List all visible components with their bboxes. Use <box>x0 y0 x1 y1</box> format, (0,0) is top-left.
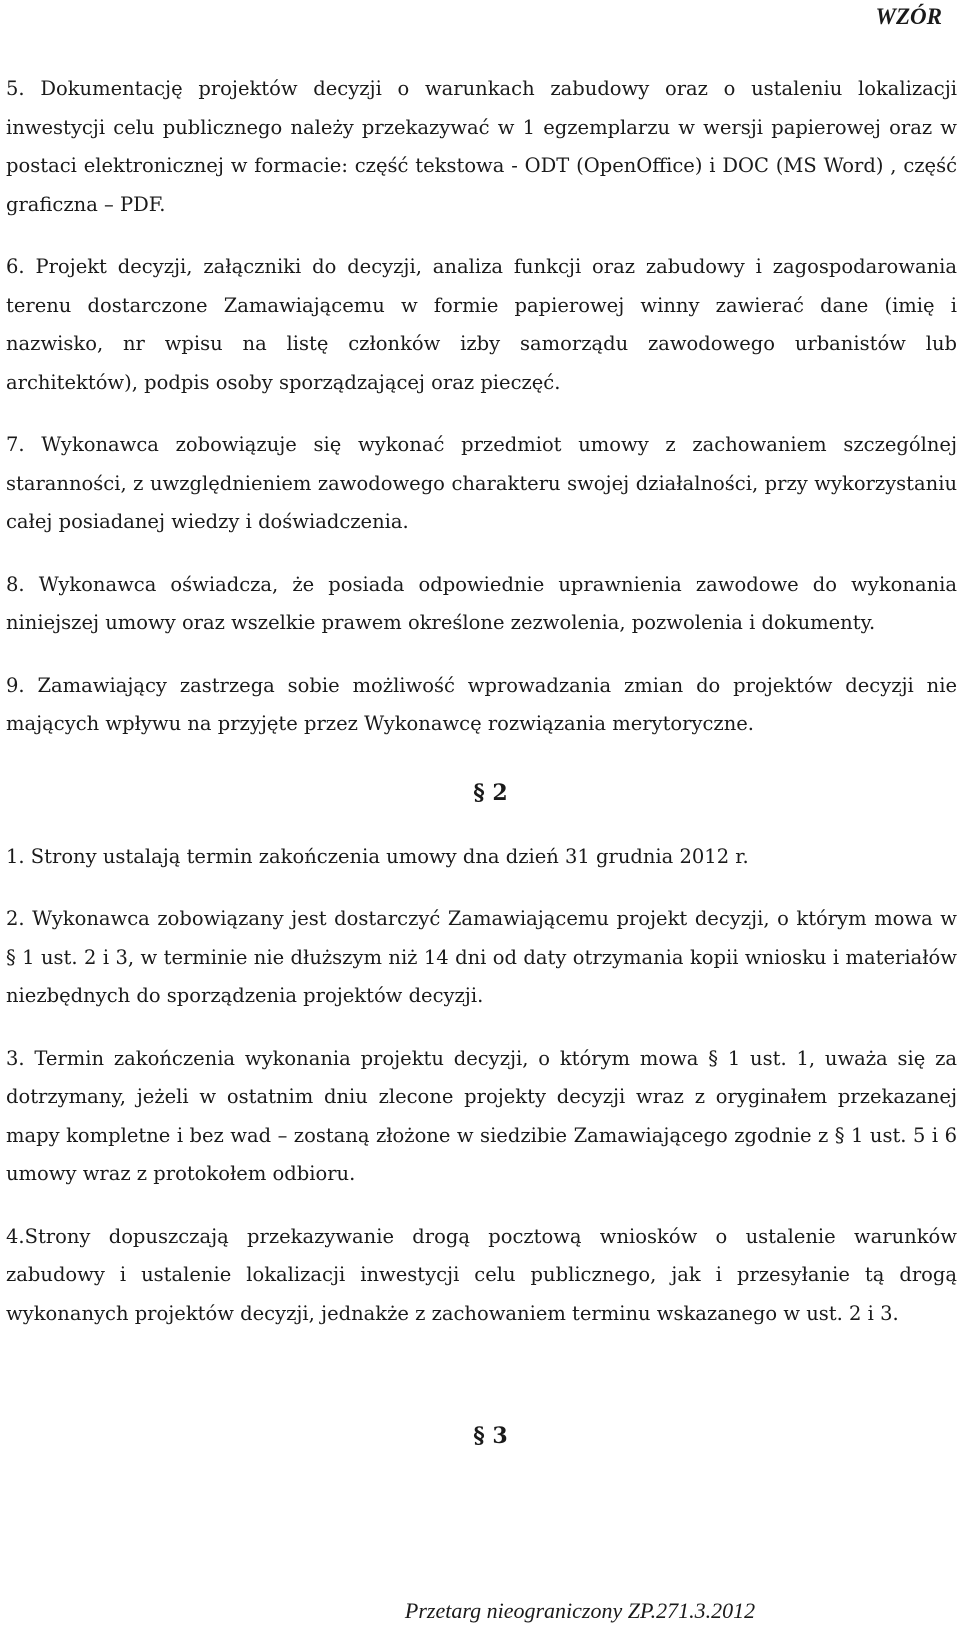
section-heading-2: § 2 <box>473 779 508 806</box>
section-2-paragraph-3: 3. Termin zakończenia wykonania projektu decyzji, o którym mowa § 1 ust. 1, uważa się za dotrzymany, jeżeli w ostatnim dniu zlecone projekty decyzji wraz z oryginałem przekazanej mapy kompletne i bez wad – zostaną złożone w siedzibie Zamawiającego zgodnie z § 1 ust. 5 i 6 umowy wraz z protokołem odbioru. <box>6 1046 957 1185</box>
paragraph-9: 9. Zamawiający zastrzega sobie możliwość wprowadzania zmian do projektów decyzji nie mających wpływu na przyjęte przez Wykonawcę rozwiązania merytoryczne. <box>6 673 957 735</box>
section-2-paragraph-2: 2. Wykonawca zobowiązany jest dostarczyć Zamawiającemu projekt decyzji, o którym mowa w § 1 ust. 2 i 3, w terminie nie dłuższym niż 14 dni od daty otrzymania kopii wniosku i materiałów niezbędnych do sporządzenia projektów decyzji. <box>6 907 957 1007</box>
paragraph-7: 7. Wykonawca zobowiązuje się wykonać przedmiot umowy z zachowaniem szczególnej staranności, z uwzględnieniem zawodowego charakteru swojej działalności, przy wykorzystaniu całej posiadanej wiedzy i doświadczenia. <box>6 433 957 533</box>
document-body <box>6 70 957 1477</box>
paragraph-5: 5. Dokumentację projektów decyzji o warunkach zabudowy oraz o ustaleniu lokalizacji inwestycji celu publicznego należy przekazywać w 1 egzemplarzu w wersji papierowej oraz w postaci elektronicznej w formacie: część tekstowa - ODT (OpenOffice) i DOC (MS Word) , część graficzna – PDF. <box>6 77 957 216</box>
page-footer: Przetarg nieograniczony ZP.271.3.2012 <box>404 1598 756 1623</box>
paragraph-8: 8. Wykonawca oświadcza, że posiada odpowiednie uprawnienia zawodowe do wykonania niniejszej umowy oraz wszelkie prawem określone zezwolenia, pozwolenia i dokumenty. <box>6 572 957 634</box>
section-2-paragraph-1: 1. Strony ustalają termin zakończenia umowy dna dzień 31 grudnia 2012 r. <box>6 844 749 868</box>
document-template-mark: WZÓR <box>875 4 942 29</box>
section-2-paragraph-4: 4.Strony dopuszczają przekazywanie drogą pocztową wniosków o ustalenie warunków zabudowy i ustalenie lokalizacji inwestycji celu publicznego, jak i przesyłanie tą drogą wykonanych projektów decyzji, jednakże z zachowaniem terminu wskazanego w ust. 2 i 3. <box>6 1224 957 1325</box>
paragraph-6: 6. Projekt decyzji, załączniki do decyzji, analiza funkcji oraz zabudowy i zagospodarowania terenu dostarczone Zamawiającemu w formie papierowej winny zawierać dane (imię i nazwisko, nr wpisu na listę członków izby samorządu zawodowego urbanistów lub architektów), podpis osoby sporządzającej oraz pieczęć. <box>6 255 957 394</box>
section-heading-3: § 3 <box>473 1423 508 1449</box>
